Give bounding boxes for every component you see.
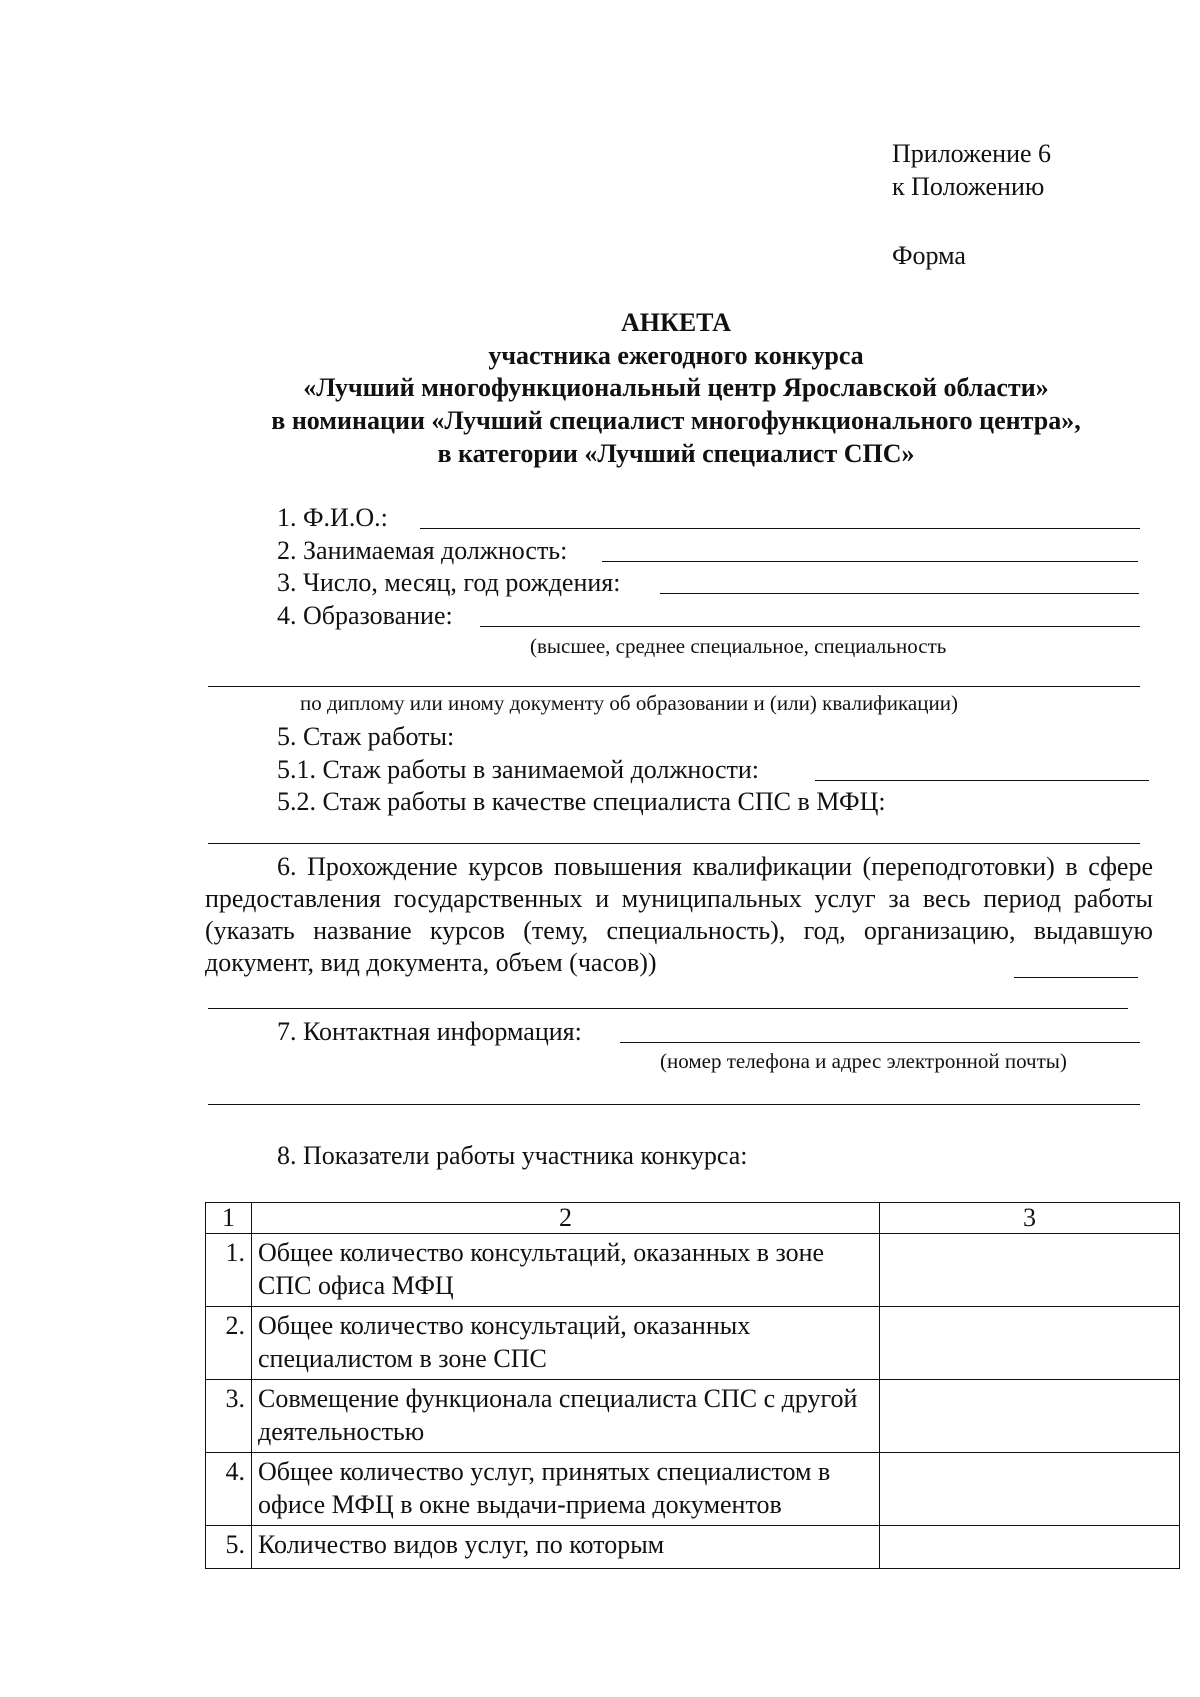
doc-title: АНКЕТА [620, 308, 732, 337]
form-label: Форма [892, 241, 966, 270]
field-position-label: 2. Занимаемая должность: [277, 536, 568, 565]
table-row [206, 1453, 1180, 1526]
field-experience-2-label: 5.2. Стаж работы в качестве специалиста СПС в МФЦ: [277, 787, 886, 816]
appendix-reference: к Положению [892, 172, 1045, 201]
row-value-cell[interactable] [880, 1526, 1180, 1569]
education-hint-2: по диплому или иному документу об образовании и (или) квалификации) [300, 691, 958, 715]
table-row [206, 1380, 1180, 1453]
row-value-cell[interactable] [880, 1234, 1180, 1307]
row-number: 5. [206, 1526, 252, 1569]
title-line-5: в категории «Лучший специалист СПС» [437, 439, 915, 468]
field-courses-line-2[interactable] [208, 1008, 1128, 1009]
field-birth-line[interactable] [660, 593, 1139, 594]
field-courses-line[interactable] [1014, 977, 1138, 978]
field-experience-1-line[interactable] [815, 780, 1149, 781]
row-value-cell[interactable] [880, 1453, 1180, 1526]
row-indicator: Общее количество услуг, принятых специалистом в офисе МФЦ в окне выдачи-приема документов [252, 1453, 880, 1526]
table-row [206, 1234, 1180, 1307]
field-experience-label: 5. Стаж работы: [277, 722, 455, 751]
field-contact-label: 7. Контактная информация: [277, 1017, 582, 1046]
title-line-2: участника ежегодного конкурса [488, 341, 864, 370]
field-contact-line-2[interactable] [208, 1104, 1140, 1105]
row-indicator: Общее количество консультаций, оказанных в зоне СПС офиса МФЦ [252, 1234, 880, 1307]
row-indicator: Количество видов услуг, по которым [252, 1526, 880, 1569]
row-number: 4. [206, 1453, 252, 1526]
field-experience-1-label: 5.1. Стаж работы в занимаемой должности: [277, 755, 760, 784]
indicators-table [205, 1202, 1180, 1569]
education-hint-1: (высшее, среднее специальное, специальность [530, 634, 947, 658]
table-row [206, 1307, 1180, 1380]
row-value-cell[interactable] [880, 1307, 1180, 1380]
title-line-4: в номинации «Лучший специалист многофункционального центра», [271, 406, 1081, 435]
field-birth-label: 3. Число, месяц, год рождения: [277, 568, 621, 597]
field-education-label: 4. Образование: [277, 601, 453, 630]
field-courses-paragraph: 6. Прохождение курсов повышения квалификации (переподготовки) в сфере предоставления государственных и муниципальных услуг за весь период работы (указать название курсов (тему, специальность), год, организацию, выдавшую документ, вид документа, объем (часов)) [205, 852, 1153, 977]
table-header-cell: 1 [206, 1203, 252, 1234]
row-number: 3. [206, 1380, 252, 1453]
table-header-cell: 2 [252, 1203, 880, 1234]
appendix-number: Приложение 6 [892, 139, 1052, 168]
field-indicators-label: 8. Показатели работы участника конкурса: [277, 1141, 748, 1170]
contact-hint: (номер телефона и адрес электронной почты) [660, 1049, 1067, 1073]
field-education-line-2[interactable] [208, 686, 1140, 687]
table-row [206, 1526, 1180, 1569]
field-fio-label: 1. Ф.И.О.: [277, 503, 388, 532]
row-indicator: Совмещение функционала специалиста СПС с другой деятельностью [252, 1380, 880, 1453]
field-experience-2-line[interactable] [208, 843, 1140, 844]
field-education-line[interactable] [480, 626, 1140, 627]
field-fio-line[interactable] [420, 528, 1140, 529]
table-header-row [206, 1203, 1180, 1234]
table-header-cell: 3 [880, 1203, 1180, 1234]
row-number: 2. [206, 1307, 252, 1380]
row-indicator: Общее количество консультаций, оказанных специалистом в зоне СПС [252, 1307, 880, 1380]
row-number: 1. [206, 1234, 252, 1307]
row-value-cell[interactable] [880, 1380, 1180, 1453]
field-contact-line[interactable] [620, 1042, 1140, 1043]
title-line-3: «Лучший многофункциональный центр Ярославской области» [303, 373, 1049, 402]
field-position-line[interactable] [602, 561, 1138, 562]
